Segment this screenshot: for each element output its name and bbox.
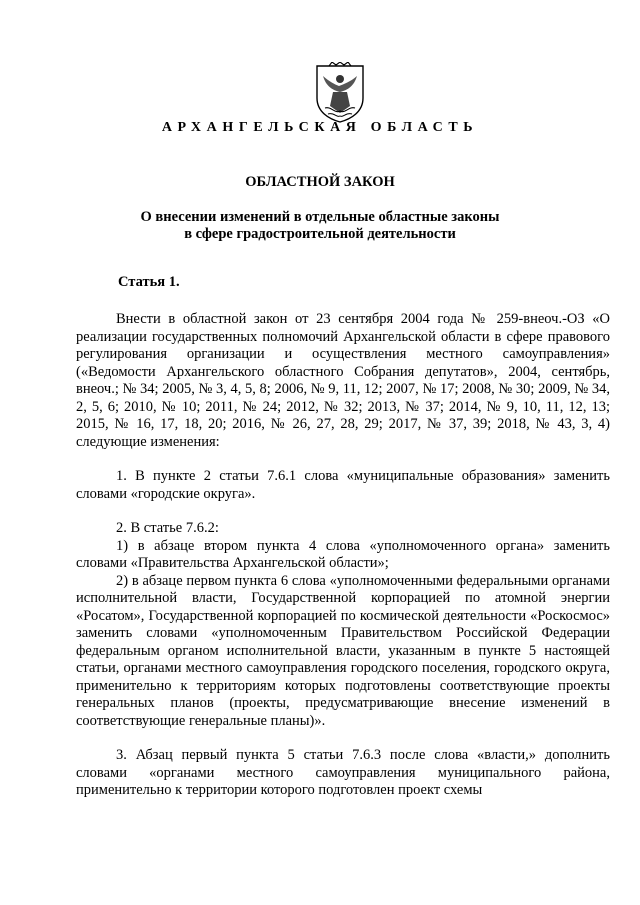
article-paragraph: 1) в абзаце втором пункта 4 слова «уполномоченного органа» заменить словами «Правительства Архангельской области»;: [76, 537, 610, 571]
article-paragraph: Внести в областной закон от 23 сентября 2004 года № 259-внеоч.-ОЗ «О реализации государственных полномочий Архангельской области в сфере правового регулирования организации и осуществления местного самоуправления» («Ведомости Архангельского областного Собрания депутатов», 2004, сентябрь, внеоч.; № 34; 2005, № 3, 4, 5, 8; 2006, № 9, 11, 12; 2007, № 17; 2008, № 30; 2009, № 34, 2, 5, 6; 2010, № 10; 2011, № 24; 2012, № 32; 2013, № 37; 2014, № 9, 10, 11, 12, 13; 2015, № 16, 17, 18, 20; 2016, № 26, 27, 28, 29; 2017, № 37, 39; 2018, № 43, 3, 4) следующие изменения:: [76, 311, 610, 450]
article-heading: Статья 1.: [118, 274, 180, 290]
region-name: АРХАНГЕЛЬСКАЯ ОБЛАСТЬ: [161, 120, 479, 135]
document-title-line-1: О внесении изменений в отдельные областные законы: [140, 209, 500, 225]
article-paragraph: 3. Абзац первый пункта 5 статьи 7.6.3 после слова «власти,» дополнить словами «органами местного самоуправления муниципального района, применительно к территории которого подготовлен проект схемы: [76, 747, 610, 798]
article-paragraph: 2) в абзаце первом пункта 6 слова «уполномоченными федеральными органами исполнительной власти, Государственной корпорацией по атомной энергии «Росатом», Государственной корпорацией по космической деятельности «Роскосмос» заменить словами «уполномоченным Правительством Российской Федерации федеральным органом исполнительной власти, указанным в пункте 5 настоящей статьи, органами местного самоуправления городского поселения, городского округа, применительно к территориям которых подготовлены соответствующие проекты генеральных планов (проекты, предусматривающие внесение изменений в соответствующие генеральные планы)».: [76, 572, 610, 729]
coat-of-arms-icon: [313, 62, 367, 124]
article-paragraph: 2. В статье 7.6.2:: [116, 520, 219, 536]
document-title: [0, 209, 640, 243]
document-type: ОБЛАСТНОЙ ЗАКОН: [245, 174, 395, 190]
article-paragraph: 1. В пункте 2 статьи 7.6.1 слова «муниципальные образования» заменить словами «городские округа».: [76, 468, 610, 502]
article-body: [76, 311, 610, 800]
document-title-line-2: в сфере градостроительной деятельности: [184, 226, 456, 242]
